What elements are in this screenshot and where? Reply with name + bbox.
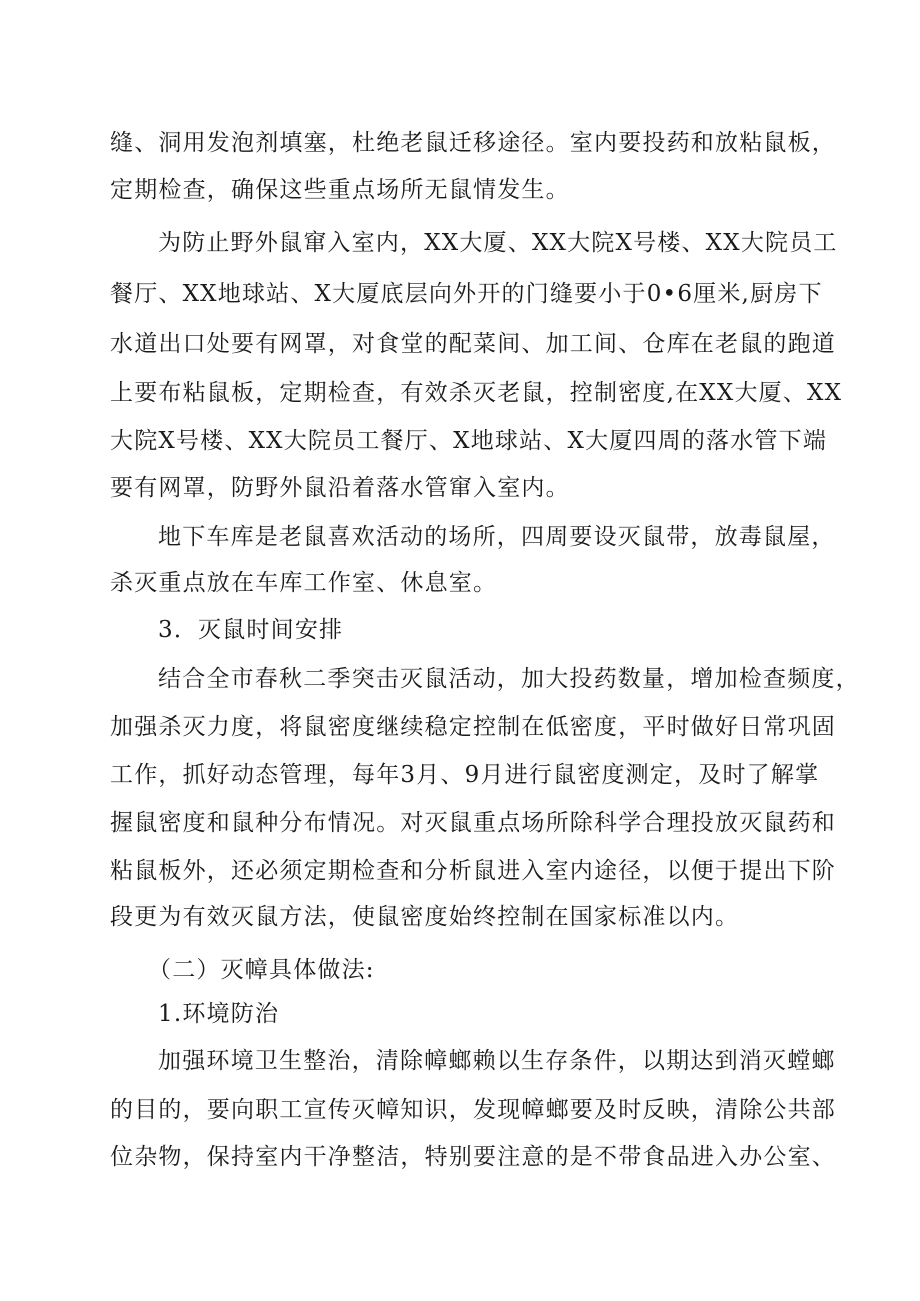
paragraph-line: 工作，抓好动态管理，每年3月、9月进行鼠密度测定，及时了解掌 <box>110 762 820 788</box>
paragraph-line: 餐厅、XX地球站、X大厦底层向外开的门缝要小于0•6厘米,厨房下 <box>110 281 823 307</box>
paragraph-line: 加强杀灭力度，将鼠密度继续稳定控制在低密度，平时做好日常巩固 <box>110 714 836 740</box>
paragraph-line: 杀灭重点放在车库工作室、休息室。 <box>110 570 498 596</box>
paragraph-line: 大院X号楼、XX大院员工餐厅、X地球站、X大厦四周的落水管下端 <box>110 428 828 454</box>
paragraph-line: 结合全市春秋二季突击灭鼠活动，加大投药数量，增加检查频度， <box>158 666 860 692</box>
paragraph-line: 位杂物，保持室内干净整洁，特别要注意的是不带食品进入办公室、 <box>110 1144 836 1170</box>
section-heading: （二）灭幛具体做法: <box>148 957 375 983</box>
paragraph-line: 上要布粘鼠板，定期检查，有效杀灭老鼠，控制密度,在XX大厦、XX <box>110 380 843 406</box>
paragraph-line: 缝、洞用发泡剂填塞，杜绝老鼠迁移途径。室内要投药和放粘鼠板， <box>110 130 836 156</box>
paragraph-line: 要有网罩，防野外鼠沿着落水管窜入室内。 <box>110 475 570 501</box>
paragraph-line: 粘鼠板外，还必须定期检查和分析鼠进入室内途径，以便于提出下阶 <box>110 858 836 884</box>
paragraph-line: 地下车库是老鼠喜欢活动的场所，四周要设灭鼠带，放毒鼠屋， <box>158 524 836 550</box>
paragraph-line: 定期检查，确保这些重点场所无鼠情发生。 <box>110 177 570 203</box>
paragraph-line: 的目的，要向职工宣传灭幛知识，发现幛螂要及时反映，清除公共部 <box>110 1097 836 1123</box>
paragraph-line: 段更为有效灭鼠方法，使鼠密度始终控制在国家标准以内。 <box>110 904 740 930</box>
paragraph-line: 加强环境卫生整治，清除幛螂赖以生存条件，以期达到消灭螳螂 <box>158 1048 836 1074</box>
subsection-heading: 1.环境防治 <box>158 1001 280 1027</box>
paragraph-line: 水道出口处要有网罩，对食堂的配菜间、加工间、仓库在老鼠的跑道 <box>110 331 836 357</box>
paragraph-line: 握鼠密度和鼠种分布情况。对灭鼠重点场所除科学合理投放灭鼠药和 <box>110 810 836 836</box>
paragraph-line: 为防止野外鼠窜入室内，XX大厦、XX大院X号楼、XX大院员工 <box>158 230 838 256</box>
section-heading: 3．灭鼠时间安排 <box>158 617 344 643</box>
